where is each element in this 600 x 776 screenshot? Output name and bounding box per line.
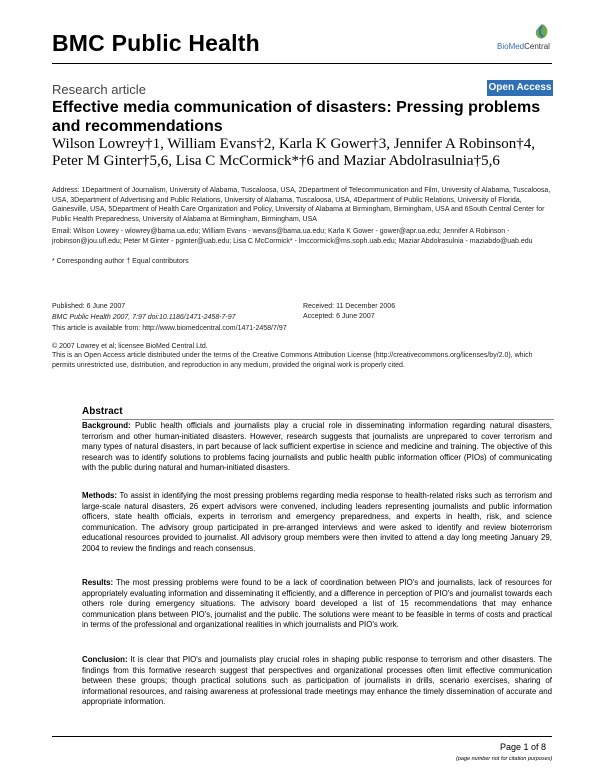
- logo-wordmark: [497, 42, 550, 51]
- results-label: Results:: [82, 578, 114, 587]
- page-note: (page number not for citation purposes): [456, 756, 553, 762]
- logo-bio-text: BioMed: [497, 42, 525, 51]
- accepted-date: Accepted: 6 June 2007: [303, 312, 375, 320]
- header-rule: [52, 63, 552, 64]
- citation: BMC Public Health 2007, 7:97 doi:10.1186/1471-2458-7-97: [52, 314, 236, 321]
- results-text: The most pressing problems were found to be a lack of coordination between PIO's and journalists, lack of resources for appropriately evaluating information and disseminating it efficiently, and a difference in perception of PIO's and journalist towards each others role during emergency situations. The advisory board developed a list of 15 recommendations that may enhance communication plans between PIO's, journalist and the public. The solutions were meant to be feasible in terms of costs and practical in terms of the professional and organizational realities in which journalists and PIO's work.: [82, 578, 552, 630]
- license-text: This is an Open Access article distributed under the terms of the Creative Commons Attribution License (http://creativecommons.org/licenses/by/2.0), which permits unrestricted use, distribution, and reproduction in any medium, provided the original work is properly cited.: [52, 352, 533, 369]
- abstract-methods: [82, 491, 552, 555]
- abstract-conclusion: [82, 655, 552, 708]
- conclusion-label: Conclusion:: [82, 655, 128, 664]
- copyright: © 2007 Lowrey et al; licensee BioMed Central Ltd.: [52, 343, 208, 350]
- open-access-badge: Open Access: [487, 80, 553, 96]
- background-text: Public health officials and journalists play a crucial role in disseminating information regarding natural disasters, terrorism and other human-initiated disasters. However, research suggests that journalists are unprepared to cover terrorism and many types of natural disasters, in part because of lack sufficient expertise in science and medicine and training. The objective of this research was to identify solutions to problems facing journalists and public health public information officer (PIOs) of communicating with the public during natural and human-initiated disasters.: [82, 421, 553, 473]
- received-accepted: [303, 302, 503, 321]
- article-type: Research article: [52, 82, 146, 97]
- footer-rule: [52, 736, 552, 737]
- journal-title: BMC Public Health: [52, 30, 260, 56]
- methods-label: Methods:: [82, 491, 118, 500]
- published-date: Published: 6 June 2007: [52, 303, 126, 310]
- article-url[interactable]: This article is available from: http://www.biomedcentral.com/1471-2458/7/97: [52, 325, 287, 332]
- author-emails: Email: Wilson Lowrey - wlowrey@bama.ua.edu; William Evans - wevans@bama.ua.edu; Karla K Gower - gower@apr.ua.edu; Jennifer A Robinson - jrobinson@jou.ufl.edu; Peter M Ginter - pginter@uab.edu; Lisa C McCormick* - lmccormick@ms.soph.uab.edu; Maziar Abdolrasulnia - maziabdo@uab.edu: [52, 228, 533, 245]
- received-date: Received: 11 December 2006: [303, 303, 396, 310]
- conclusion-text: It is clear that PIO's and journalists play crucial roles in shaping public response to terrorism and other disasters. The findings from this formative research suggest that perspectives and organizational processes often limit effective communication between these groups; though practical solutions such as participation of journalists in drills, scenario exercises, sharing of informational resources, and raising awareness at professional trade meetings may enhance the timely dissemination of accurate and appropriate information.: [82, 655, 552, 707]
- author-list: Wilson Lowrey†1, William Evans†2, Karla K Gower†3, Jennifer A Robinson†4, Peter M Ginter†5,6, Lisa C McCormick*†6 and Maziar Abdolrasulnia†5,6: [52, 136, 536, 169]
- background-label: Background:: [82, 421, 131, 430]
- logo-central-text: Central: [524, 42, 550, 51]
- biomed-central-logo: [497, 22, 557, 56]
- abstract-background: [82, 421, 552, 474]
- biomed-logo-icon: [531, 22, 553, 42]
- article-title: Effective media communication of disasters: Pressing problems and recommendations: [52, 99, 541, 135]
- page-number: Page 1 of 8: [500, 742, 547, 752]
- corresponding-note: * Corresponding author † Equal contributors: [52, 258, 189, 265]
- abstract-rule: [82, 419, 554, 420]
- abstract-results: [82, 578, 552, 631]
- abstract-heading: Abstract: [82, 406, 123, 417]
- affiliations: Address: 1Department of Journalism, University of Alabama, Tuscaloosa, USA, 2Department of Telecommunication and Film, University of Alabama, Tuscaloosa, USA, 3Department of Advertising and Public Relations, University of Alabama, Tuscaloosa, USA, 4Department of Public Relations, University of Florida, Gainesville, USA, 5Department of Health Care Organization and Policy, University of Alabama at Birmingham, Birmingham, USA and 6South Central Center for Public Health Preparedness, University of Alabama at Birmingham, Birmingham, USA: [52, 187, 551, 223]
- methods-text: To assist in identifying the most pressing problems regarding media response to health-related risks such as terrorism and large-scale natural disasters, 26 expert advisors were convened, including leaders representing journalists and public information officers, state health officials, experts in terrorism and emergency preparedness, and experts in health, risk, and science communication. The advisory group participated in pre-arranged interviews and were asked to identify and review bioterrorism educational resources provided to journalist. All advisory group members were then invited to attend a day long meeting January 29, 2004 to review the findings and reach consensus.: [82, 491, 552, 553]
